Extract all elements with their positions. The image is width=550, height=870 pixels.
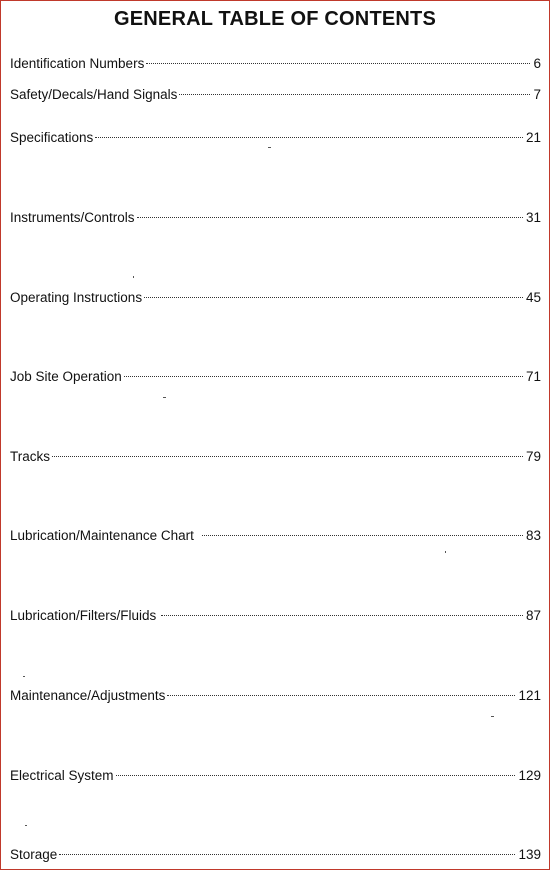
dot-leader [202,522,523,540]
scan-speck [23,676,25,677]
toc-entry-label: Lubrication/Maintenance Chart [10,528,194,543]
dot-leader [59,841,515,859]
toc-entry-storage[interactable] [10,841,541,862]
toc-entry-page: 45 [525,290,541,305]
dot-leader [167,682,515,700]
toc-entry-electrical-system[interactable] [10,762,541,783]
toc-entry-maintenance-adjustments[interactable] [10,682,541,703]
dot-leader [52,443,523,461]
toc-entry-specifications[interactable] [10,124,541,145]
toc-entry-label: Instruments/Controls [10,210,135,225]
dot-leader [161,602,523,620]
dot-leader [124,363,523,381]
toc-entry-page: 129 [518,768,541,783]
toc-entry-lubrication-maintenance-chart[interactable] [10,522,541,543]
scan-speck [25,825,27,826]
scan-speck [268,147,271,148]
toc-entry-label: Safety/Decals/Hand Signals [10,87,178,102]
toc-entry-label: Storage [10,847,58,862]
toc-entry-page: 31 [525,210,541,225]
scan-speck [491,716,494,717]
toc-entry-job-site-operation[interactable] [10,363,541,384]
scan-speck [163,397,166,398]
toc-entry-label: Job Site Operation [10,369,122,384]
toc-entry-page: 121 [518,688,541,703]
toc-entry-page: 6 [533,56,541,71]
toc-entry-tracks[interactable] [10,443,541,464]
toc-entry-label: Maintenance/Adjustments [10,688,166,703]
toc-entry-label: Operating Instructions [10,290,143,305]
toc-entry-safety-decals-hand-signals[interactable] [10,81,541,102]
toc-entry-page: 139 [518,847,541,862]
dot-leader [144,284,523,302]
toc-entry-label: Lubrication/Filters/Fluids [10,608,157,623]
scan-speck [133,276,134,278]
toc-entry-label: Identification Numbers [10,56,145,71]
toc-entry-page: 7 [533,87,541,102]
toc-entry-operating-instructions[interactable] [10,284,541,305]
toc-entry-lubrication-filters-fluids[interactable] [10,602,541,623]
dot-leader [116,762,516,780]
toc-entry-page: 87 [525,608,541,623]
dot-leader [179,81,530,99]
scan-speck [445,551,446,553]
toc-entry-label: Electrical System [10,768,114,783]
page-title: GENERAL TABLE OF CONTENTS [113,8,437,30]
toc-entry-identification-numbers[interactable] [10,50,541,71]
toc-entry-page: 71 [525,369,541,384]
toc-entry-page: 83 [525,528,541,543]
toc-entry-page: 79 [525,449,541,464]
toc-entry-page: 21 [525,130,541,145]
toc-entry-instruments-controls[interactable] [10,204,541,225]
toc-entry-label: Tracks [10,449,50,464]
toc-entry-label: Specifications [10,130,94,145]
dot-leader [146,50,530,68]
dot-leader [95,124,523,142]
dot-leader [137,204,523,222]
